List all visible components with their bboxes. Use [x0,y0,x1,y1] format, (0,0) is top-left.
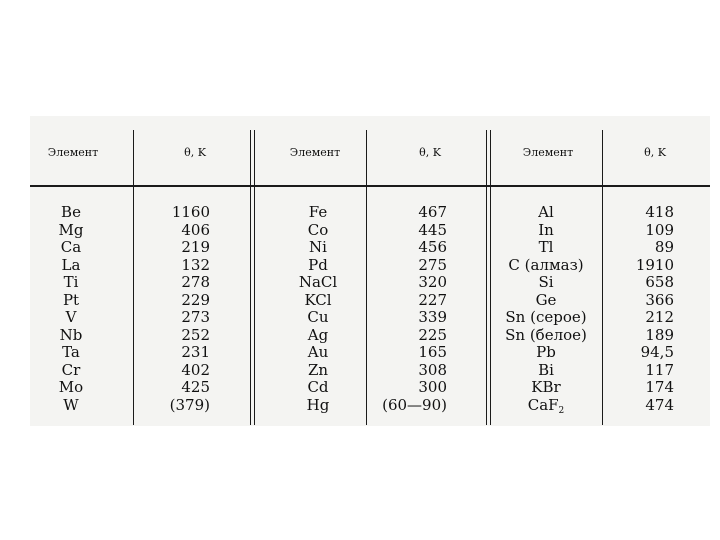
theta-cell: 445 [418,220,447,239]
element-cell: Ti [63,273,79,291]
theta-cell: 402 [181,360,210,379]
theta-cell: (379) [169,395,210,414]
group-rule [486,130,487,425]
theta-cell: 174 [645,378,674,396]
theta-cell: 189 [645,325,674,344]
element-cell: Mo [58,378,84,396]
theta-cell: 89 [654,238,674,256]
element-cell: Ca [60,238,82,256]
theta-cell: (60—90) [382,395,447,414]
theta-cell: 366 [645,290,674,309]
element-cell: C (алмаз) [508,255,584,274]
theta-cell: 456 [418,238,447,256]
theta-cell: 273 [181,308,210,326]
element-cell: Cu [307,308,329,326]
header-divider [30,185,710,187]
header-theta: θ, K [644,146,666,159]
element-cell: NaCl [298,273,338,291]
theta-cell: 320 [418,273,447,291]
theta-cell: 275 [418,255,447,274]
element-cell: Ag [307,325,329,344]
theta-cell: 1160 [171,203,210,221]
element-cell: V [65,308,77,326]
element-cell: Be [61,203,81,221]
theta-cell: 227 [418,290,447,309]
element-cell: KCl [304,290,332,309]
theta-cell: 165 [418,343,447,361]
group-rule [254,130,255,425]
theta-cell: 300 [418,378,447,396]
column-rule [366,130,367,425]
element-column [494,204,598,414]
theta-cell: 252 [181,325,210,344]
header-theta: θ, K [184,146,206,159]
element-cell: Bi [538,360,554,379]
theta-cell: 1910 [635,255,674,274]
element-cell: Al [538,203,554,221]
element-cell: Ta [62,343,80,361]
theta-cell: 474 [645,395,674,414]
theta-column [618,204,674,414]
element-cell: Ge [535,290,557,309]
element-cell: Hg [306,395,330,414]
group-rule [250,130,251,425]
formula-subscript: 2 [558,405,565,416]
element-cell: Pt [62,290,80,309]
element-cell: Cr [61,360,81,379]
theta-cell: 117 [645,360,674,379]
header-element: Элемент [522,146,574,159]
element-cell: Cd [307,378,329,396]
header-element: Элемент [47,146,99,159]
element-cell: In [538,220,554,239]
element-cell: Pd [308,255,328,274]
element-cell: Co [307,220,329,239]
column-rule [133,130,134,425]
element-cell: La [61,255,81,274]
element-column [285,204,351,414]
element-cell: Fe [308,203,328,221]
theta-cell: 225 [418,325,447,344]
element-cell: Zn [307,360,329,379]
table-scan [30,116,710,426]
theta-cell: 467 [418,203,447,221]
theta-cell: 406 [181,220,210,239]
element-cell: Sn (белое) [505,325,587,344]
theta-cell: 418 [645,203,674,221]
theta-cell: 231 [181,343,210,361]
theta-cell: 132 [181,255,210,274]
theta-cell: 109 [645,220,674,239]
element-cell: Si [538,273,554,291]
group-rule [490,130,491,425]
header-element: Элемент [289,146,341,159]
element-cell: Tl [538,238,554,256]
element-cell [494,397,598,415]
element-cell: Au [307,343,329,361]
theta-cell: 278 [181,273,210,291]
element-cell: Ni [309,238,327,256]
element-cell: Nb [59,325,83,344]
theta-cell: 219 [181,238,210,256]
theta-cell: 308 [418,360,447,379]
element-column [48,204,94,414]
element-cell: KBr [531,378,561,396]
formula-base: CaF [527,395,559,414]
theta-cell: 339 [418,308,447,326]
element-cell: Pb [536,343,556,361]
theta-column [375,204,447,414]
theta-cell: 658 [645,273,674,291]
header-theta: θ, K [419,146,441,159]
element-cell: Mg [58,220,84,239]
element-cell: Sn (серое) [505,308,587,326]
element-cell: W [63,395,79,414]
column-rule [602,130,603,425]
theta-column [150,204,210,414]
theta-cell: 212 [645,308,674,326]
theta-cell: 425 [181,378,210,396]
theta-cell: 94,5 [640,343,674,361]
theta-cell: 229 [181,290,210,309]
